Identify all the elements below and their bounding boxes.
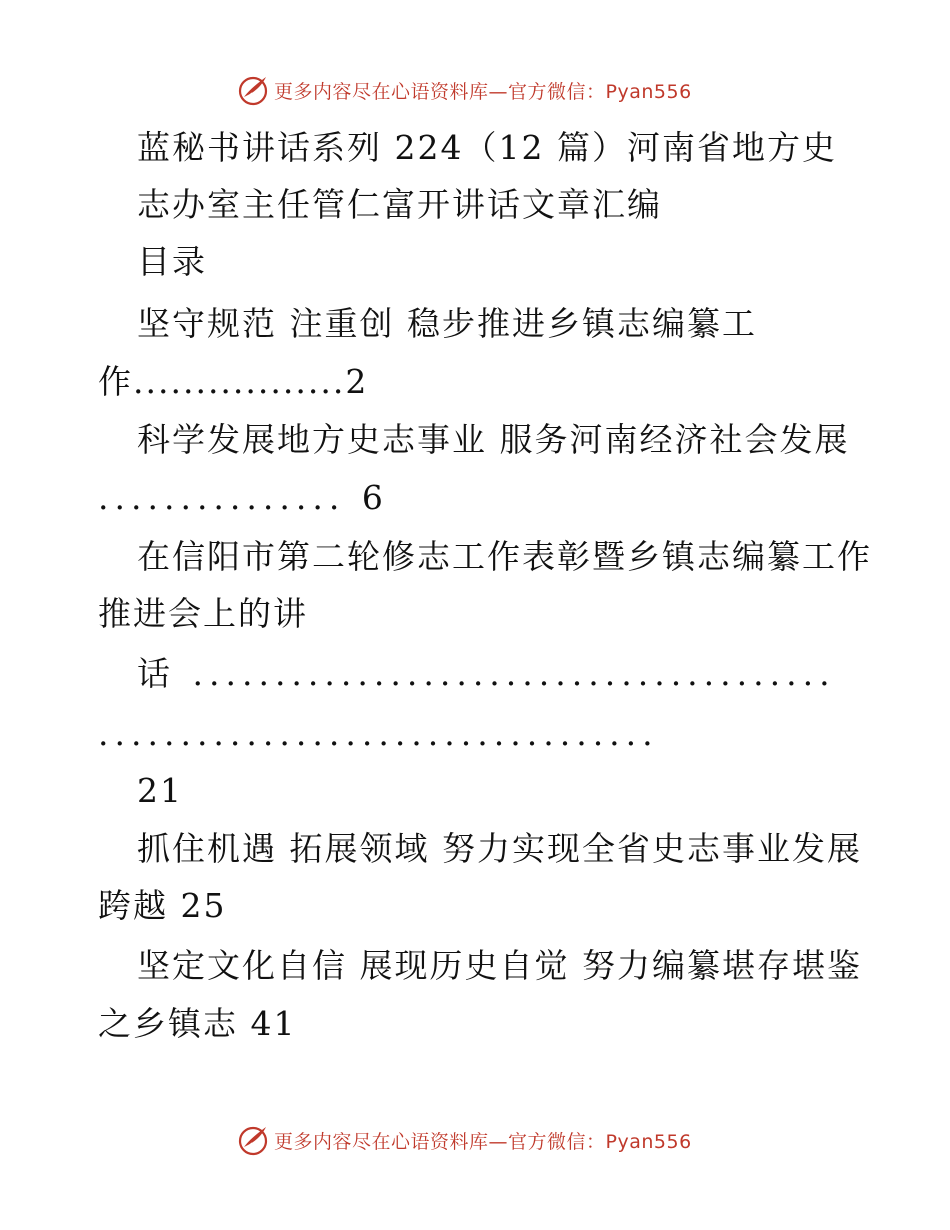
- toc-entry-1-page: 作.................2: [98, 362, 369, 401]
- toc-entry-5-title: 坚定文化自信 展现历史自觉 努力编纂堪存堪鉴: [137, 946, 862, 985]
- toc-entry-3-title-cont: 推进会上的讲: [98, 594, 308, 633]
- toc-entry-3-page: 21: [137, 771, 183, 810]
- toc-entry-5-page: 之乡镇志 41: [98, 1004, 297, 1043]
- toc-heading: 目录: [137, 242, 207, 281]
- document-title-line2: 志办室主任管仁富开讲话文章汇编: [137, 185, 662, 224]
- toc-entry-1-title: 坚守规范 注重创 稳步推进乡镇志编纂工: [137, 304, 757, 343]
- feather-pen-logo-icon: [236, 73, 270, 107]
- footer-banner: [236, 1122, 692, 1158]
- feather-pen-logo-icon: [236, 1123, 270, 1157]
- document-title-line1: 蓝秘书讲话系列 224（12 篇）河南省地方史: [137, 128, 837, 167]
- toc-entry-3-leader-1: 话 .......................................: [137, 654, 836, 693]
- toc-entry-4-title: 抓住机遇 拓展领域 努力实现全省史志事业发展: [137, 829, 862, 868]
- toc-entry-3-leader-2: ..................................: [98, 714, 659, 753]
- footer-banner-text: 更多内容尽在心语资料库—官方微信：Pyan556: [274, 1130, 692, 1153]
- toc-entry-3-title: 在信阳市第二轮修志工作表彰暨乡镇志编纂工作: [137, 537, 872, 576]
- toc-entry-2-title: 科学发展地方史志事业 服务河南经济社会发展: [137, 420, 850, 459]
- header-banner-text: 更多内容尽在心语资料库—官方微信：Pyan556: [274, 80, 692, 103]
- header-banner: [236, 72, 692, 108]
- toc-entry-4-page: 跨越 25: [98, 886, 227, 925]
- toc-entry-2-page: ............... 6: [98, 478, 389, 517]
